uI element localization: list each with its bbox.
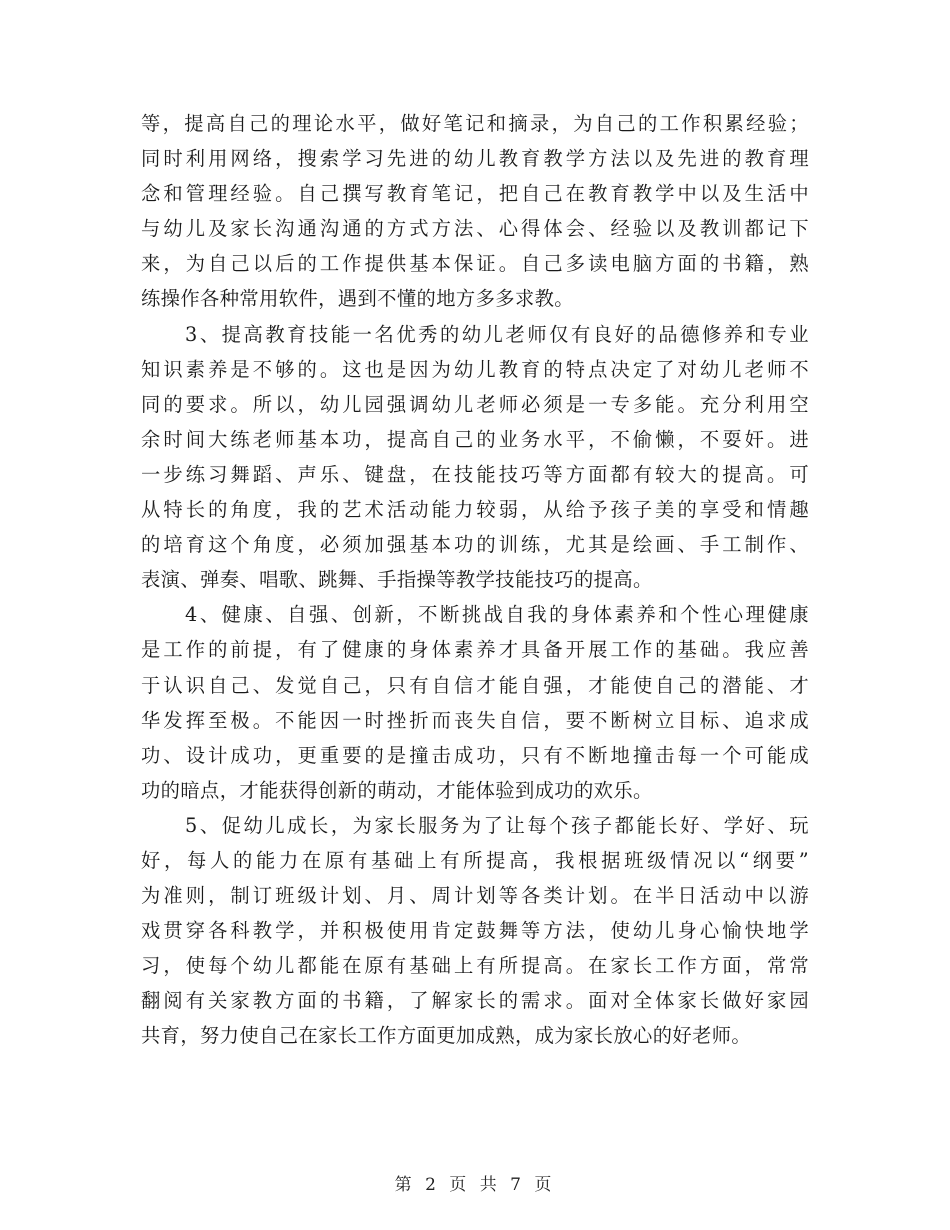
text-line: 功、设计成功，更重要的是撞击成功，只有不断地撞击每一个可能成 xyxy=(141,743,809,767)
text-line: 好，每人的能力在原有基础上有所提高，我根据班级情况以“纲要” xyxy=(141,848,809,872)
text-line: 为准则，制订班级计划、月、周计划等各类计划。在半日活动中以游 xyxy=(141,884,809,908)
text-line: 翻阅有关家教方面的书籍，了解家长的需求。面对全体家长做好家园 xyxy=(141,989,809,1013)
text-line: 一步练习舞蹈、声乐、键盘，在技能技巧等方面都有较大的提高。可 xyxy=(141,462,809,486)
text-line: 同的要求。所以，幼儿园强调幼儿老师必须是一专多能。充分利用空 xyxy=(141,392,809,416)
text-line: 的培育这个角度，必须加强基本功的训练，尤其是绘画、手工制作、 xyxy=(141,533,809,557)
text-line: 是工作的前提，有了健康的身体素养才具备开展工作的基础。我应善 xyxy=(141,638,809,662)
body-text xyxy=(141,106,809,1054)
text-line: 余时间大练老师基本功，提高自己的业务水平，不偷懒，不耍奸。进 xyxy=(141,427,809,451)
paragraph-3-start: 3、提高教育技能一名优秀的幼儿老师仅有良好的品德修养和专业 xyxy=(185,322,809,346)
text-line: 戏贯穿各科教学，并积极使用肯定鼓舞等方法，使幼儿身心愉快地学 xyxy=(141,919,809,943)
paragraph-5-start: 5、促幼儿成长，为家长服务为了让每个孩子都能长好、学好、玩 xyxy=(185,813,809,837)
text-line: 知识素养是不够的。这也是因为幼儿教育的特点决定了对幼儿老师不 xyxy=(141,357,809,381)
paragraph-4-start: 4、健康、自强、创新，不断挑战自我的身体素养和个性心理健康 xyxy=(185,603,809,627)
text-line: 共育，努力使自己在家长工作方面更加成熟，成为家长放心的好老师。 xyxy=(141,1024,752,1048)
text-line: 华发挥至极。不能因一时挫折而丧失自信，要不断树立目标、追求成 xyxy=(141,708,809,732)
text-line: 功的暗点，才能获得创新的萌动，才能体验到成功的欢乐。 xyxy=(141,778,653,802)
text-line: 于认识自己、发觉自己，只有自信才能自强，才能使自己的潜能、才 xyxy=(141,673,809,697)
text-line: 念和管理经验。自己撰写教育笔记，把自己在教育教学中以及生活中 xyxy=(141,182,809,206)
text-line: 习，使每个幼儿都能在原有基础上有所提高。在家长工作方面，常常 xyxy=(141,954,809,978)
text-line: 练操作各种常用软件，遇到不懂的地方多多求教。 xyxy=(141,287,574,311)
text-line: 等，提高自己的理论水平，做好笔记和摘录，为自己的工作积累经验； xyxy=(141,112,809,135)
page-number-footer: 第 2 页 共 7 页 xyxy=(394,1175,556,1195)
text-line: 从特长的角度，我的艺术活动能力较弱，从给予孩子美的享受和情趣 xyxy=(141,498,809,522)
text-line: 表演、弹奏、唱歌、跳舞、手指操等教学技能技巧的提高。 xyxy=(141,568,653,592)
text-line: 同时利用网络，搜索学习先进的幼儿教育教学方法以及先进的教育理 xyxy=(141,147,809,171)
text-line: 与幼儿及家长沟通沟通的方式方法、心得体会、经验以及教训都记下 xyxy=(141,217,809,241)
text-line: 来，为自己以后的工作提供基本保证。自己多读电脑方面的书籍，熟 xyxy=(141,252,809,276)
